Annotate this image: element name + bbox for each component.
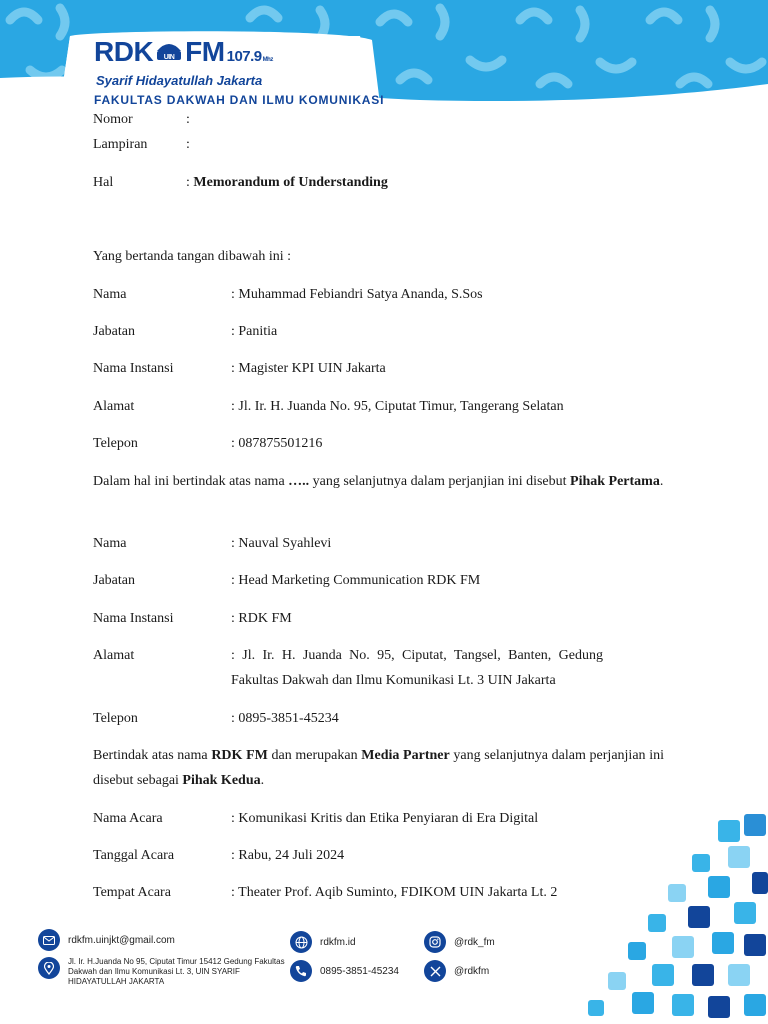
- lampiran-value: :: [186, 137, 190, 152]
- tanggal-label: Tanggal Acara: [93, 848, 175, 863]
- footer-phone[interactable]: [290, 960, 399, 982]
- acara-label: Nama Acara: [93, 811, 163, 826]
- nomor-label: Nomor: [93, 112, 133, 127]
- brand-uin: UIN: [163, 54, 175, 61]
- p1-instansi-value: : Magister KPI UIN Jakarta: [231, 361, 386, 376]
- footer-email-text: rdkfm.uinjkt@gmail.com: [68, 934, 175, 946]
- p1-nama-label: Nama: [93, 287, 127, 302]
- footer-phone-text: 0895-3851-45234: [320, 965, 399, 977]
- footer-website-text: rdkfm.id: [320, 936, 356, 948]
- footer-address: [38, 957, 288, 987]
- p2-telepon-label: Telepon: [93, 711, 138, 726]
- nomor-value: :: [186, 112, 190, 127]
- p1-telepon-value: : 087875501216: [231, 436, 323, 451]
- tempat-label: Tempat Acara: [93, 885, 171, 900]
- p2-telepon-value: : 0895-3851-45234: [231, 711, 339, 726]
- hal-label: Hal: [93, 175, 114, 190]
- p1-alamat-value: : Jl. Ir. H. Juanda No. 95, Ciputat Timur, Tangerang Selatan: [231, 399, 564, 414]
- footer-email[interactable]: [38, 929, 175, 951]
- party1-statement: [93, 469, 664, 494]
- p2-jabatan-value: : Head Marketing Communication RDK FM: [231, 573, 481, 588]
- footer-instagram-text: @rdk_fm: [454, 936, 495, 948]
- footer-website[interactable]: [290, 931, 356, 953]
- p2-stmt-pihak-kedua: Pihak Kedua: [182, 773, 261, 788]
- p2-instansi-value: : RDK FM: [231, 611, 292, 626]
- p2-stmt-text-3: yang selanjutnya dalam perjanjian ini disebut sebagai: [93, 748, 664, 788]
- p2-nama-label: Nama: [93, 536, 127, 551]
- p1-jabatan-value: : Panitia: [231, 324, 278, 339]
- party2-statement: [93, 743, 664, 793]
- mail-icon: [38, 929, 60, 951]
- p1-nama-value: : Muhammad Febiandri Satya Ananda, S.Sos: [231, 287, 483, 302]
- uin-emblem-icon: [154, 39, 184, 61]
- p2-stmt-media-partner: Media Partner: [361, 748, 450, 763]
- footer-x-text: @rdkfm: [454, 965, 490, 977]
- footer-instagram[interactable]: [424, 931, 495, 953]
- p1-jabatan-label: Jabatan: [93, 324, 135, 339]
- faculty-name: FAKULTAS DAKWAH DAN ILMU KOMUNIKASI: [94, 93, 385, 104]
- lampiran-label: Lampiran: [93, 137, 148, 152]
- brand-unit: Mhz: [262, 57, 273, 63]
- acara-value: : Komunikasi Kritis dan Etika Penyiaran di Era Digital: [231, 811, 539, 826]
- p1-stmt-pihak-pertama: Pihak Pertama: [570, 474, 660, 489]
- p1-instansi-label: Nama Instansi: [93, 361, 174, 376]
- p2-instansi-label: Nama Instansi: [93, 611, 174, 626]
- p1-stmt-text-2: yang selanjutnya dalam perjanjian ini disebut: [309, 474, 571, 489]
- tanggal-value: : Rabu, 24 Juli 2024: [231, 848, 345, 863]
- p2-stmt-period: .: [260, 773, 265, 788]
- p2-stmt-text-2: dan merupakan: [267, 748, 362, 763]
- footer-x[interactable]: [424, 960, 489, 982]
- p2-alamat-label: Alamat: [93, 648, 135, 663]
- footer: [0, 905, 768, 1024]
- intro-text: Yang bertanda tangan dibawah ini :: [93, 249, 292, 264]
- p2-alamat-value-1: : Jl. Ir. H. Juanda No. 95, Ciputat, Tangsel, Banten, Gedung: [231, 648, 603, 663]
- instagram-icon: [424, 931, 446, 953]
- tempat-value: : Theater Prof. Aqib Suminto, FDIKOM UIN Jakarta Lt. 2: [231, 885, 558, 900]
- p1-stmt-period: .: [659, 474, 664, 489]
- brand-frequency: 107.9: [226, 48, 262, 65]
- hal-colon: :: [186, 175, 194, 190]
- p1-stmt-text-1: Dalam hal ini bertindak atas nama: [93, 474, 289, 489]
- p1-telepon-label: Telepon: [93, 436, 138, 451]
- x-icon: [424, 960, 446, 982]
- p2-alamat-value-2: Fakultas Dakwah dan Ilmu Komunikasi Lt. 3 UIN Jakarta: [231, 673, 556, 688]
- p2-nama-value: : Nauval Syahlevi: [231, 536, 332, 551]
- brand-fm: FM: [185, 36, 225, 67]
- p1-stmt-placeholder: …..: [288, 474, 310, 489]
- p2-stmt-text-1: Bertindak atas nama: [93, 748, 212, 763]
- location-icon: [38, 957, 60, 979]
- brand-rdk: RDK: [94, 36, 154, 67]
- globe-icon: [290, 931, 312, 953]
- footer-address-text: Jl. Ir. H.Juanda No 95, Ciputat Timur 15412 Gedung Fakultas Dakwah dan Ilmu Komunikasi Lt. 3, UIN SYARIF HIDAYATULLAH JAKARTA: [68, 957, 285, 986]
- letterhead: [0, 0, 768, 104]
- hal-value: Memorandum of Understanding: [193, 175, 388, 190]
- p2-stmt-rdk-fm: RDK FM: [211, 748, 268, 763]
- brand-subtitle: Syarif Hidayatullah Jakarta: [96, 73, 263, 88]
- rdk-fm-logo: [94, 38, 384, 104]
- p2-jabatan-label: Jabatan: [93, 573, 135, 588]
- p1-alamat-label: Alamat: [93, 399, 135, 414]
- phone-icon: [290, 960, 312, 982]
